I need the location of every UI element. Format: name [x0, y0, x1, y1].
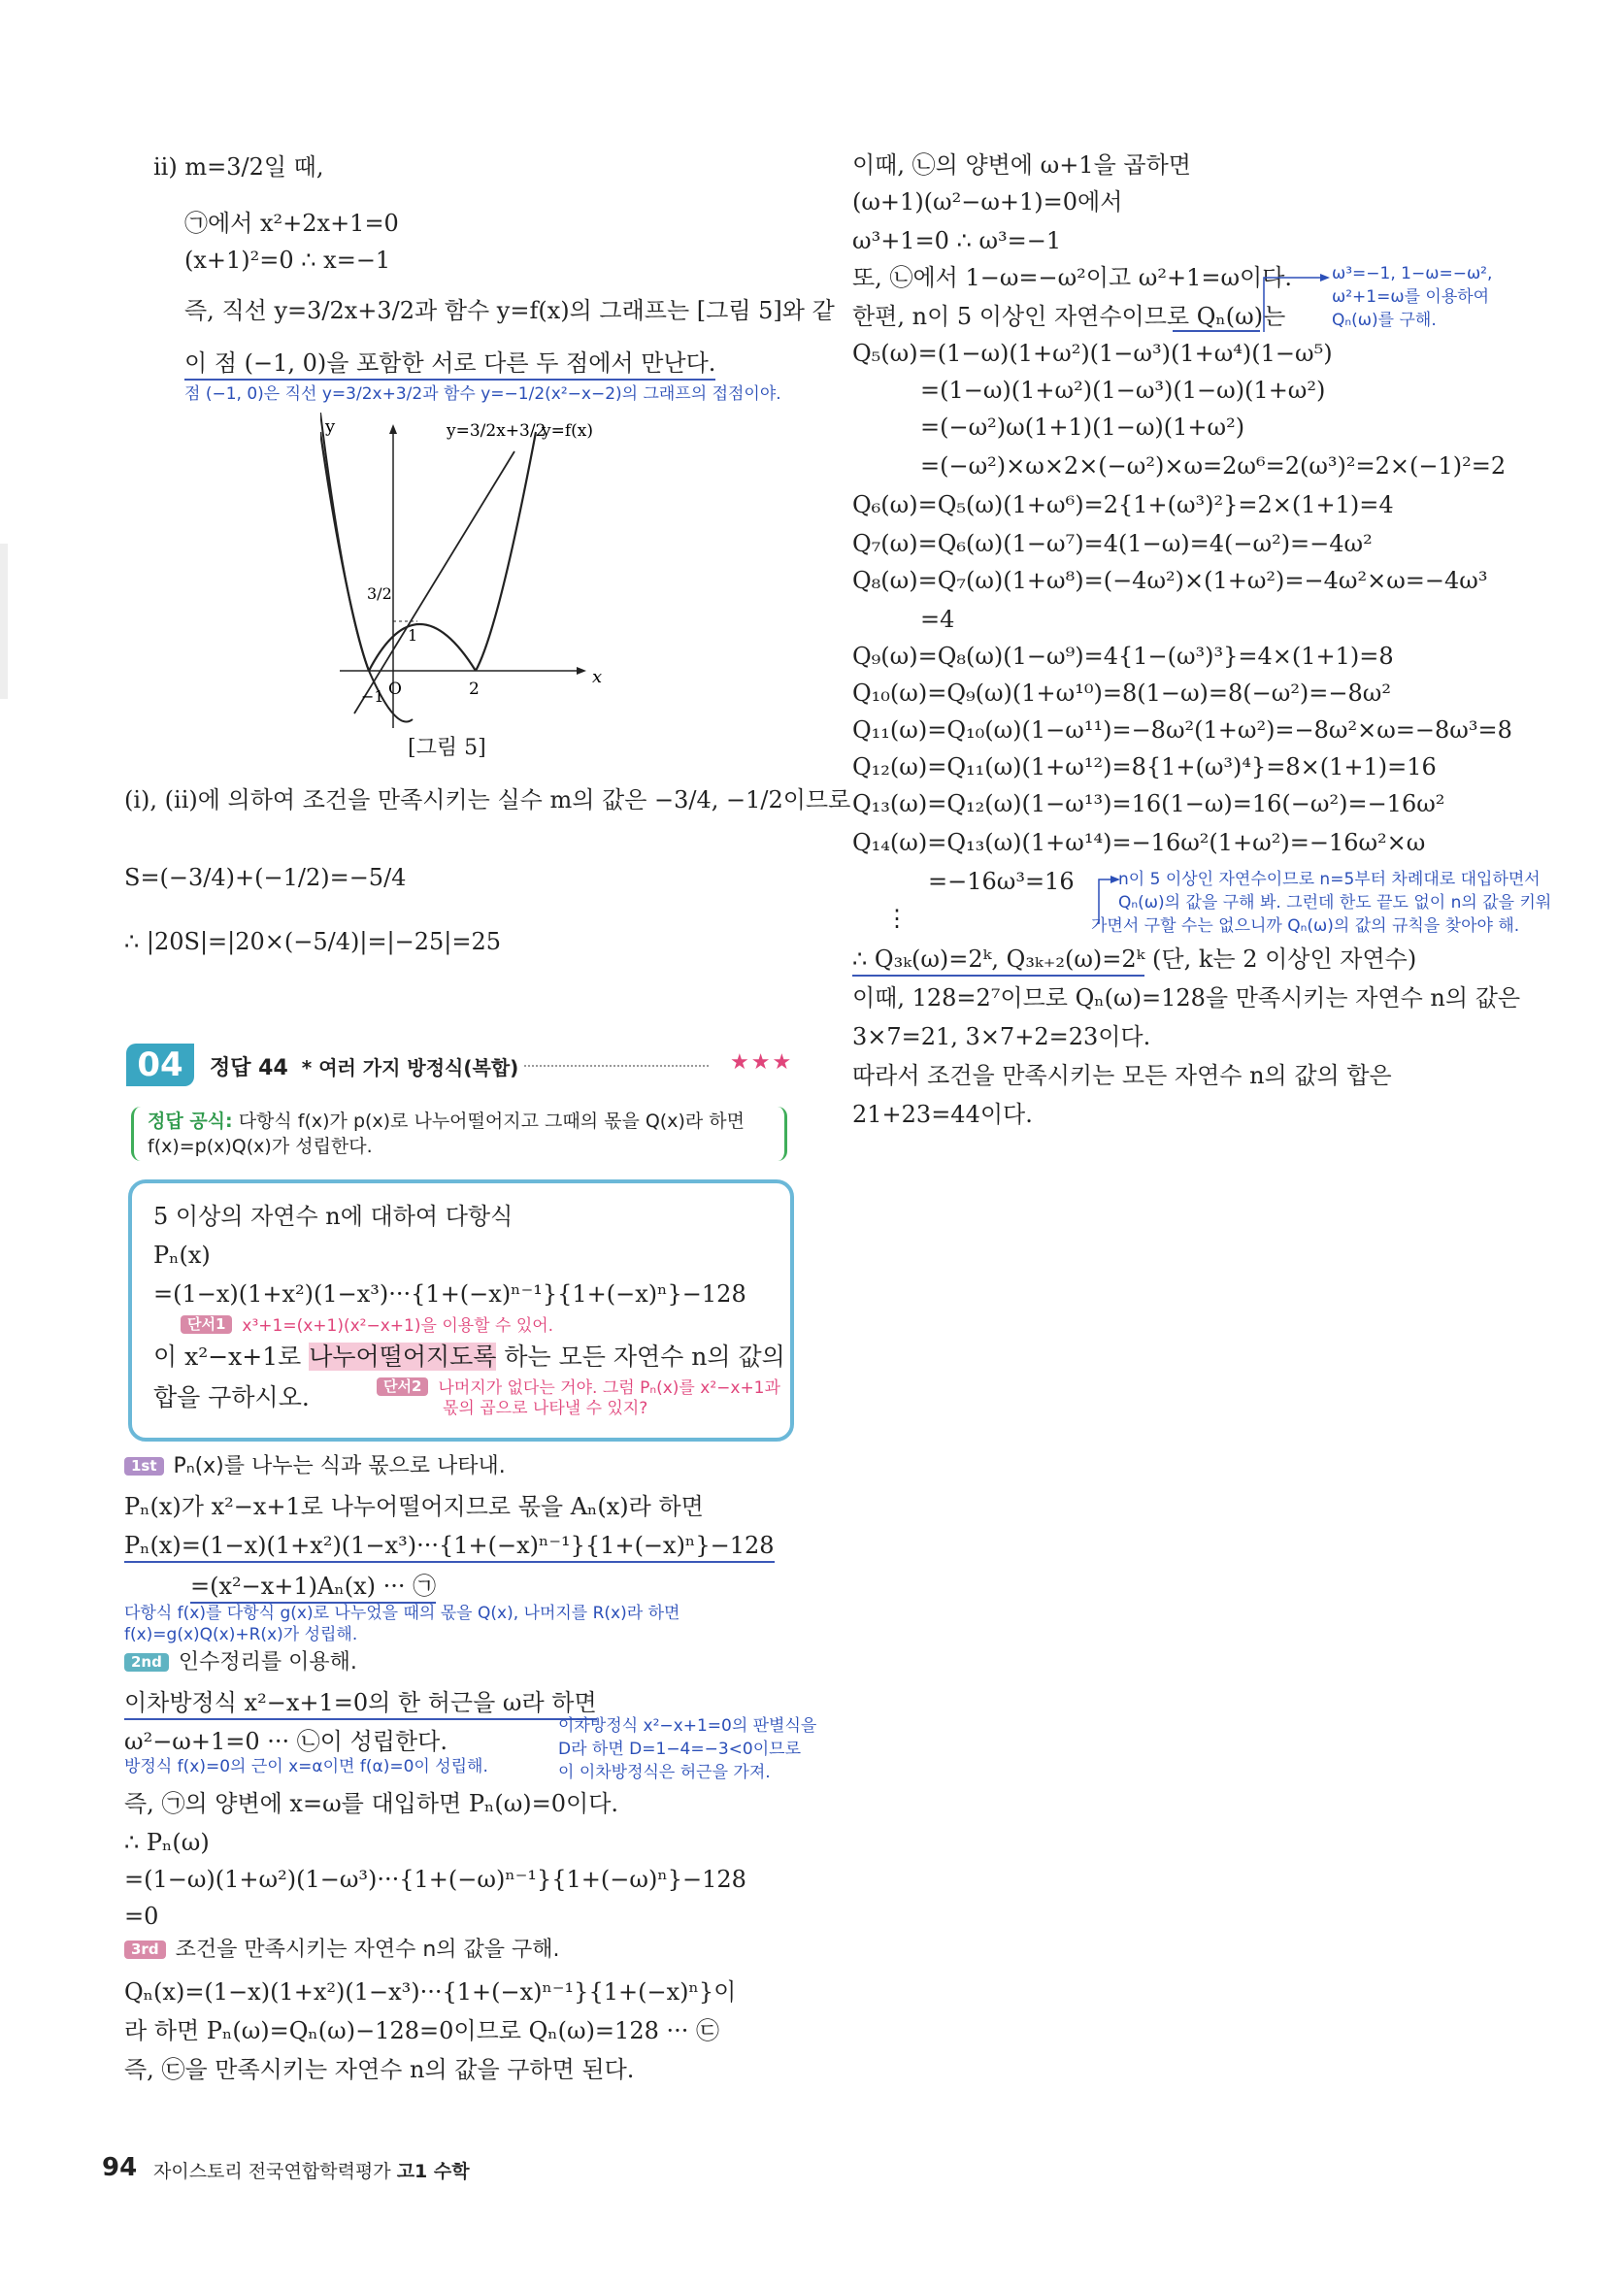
- eq-line: [190, 1575, 436, 1598]
- clue-tag: 단서2: [377, 1377, 428, 1396]
- eq-line: Q₁₀(ω)=Q₉(ω)(1+ω¹⁰)=8(1−ω)=8(−ω²)=−8ω²: [852, 680, 1391, 707]
- problem-line: 합을 구하시오.: [153, 1383, 310, 1411]
- key-line: f(x)=p(x)Q(x)가 성립한다.: [148, 1136, 373, 1157]
- underlined-eq: Pₙ(x)=(1−x)(1+x²)(1−x³)···{1+(−x)ⁿ⁻¹}{1+(−x)ⁿ}−128: [124, 1532, 775, 1563]
- eq-line: Qₙ(x)=(1−x)(1+x²)(1−x³)···{1+(−x)ⁿ⁻¹}{1+(−x)ⁿ}이: [124, 1978, 737, 2006]
- fig-tick-m1: −1: [361, 687, 384, 706]
- vdots: ⋮: [885, 905, 909, 932]
- clue-1: [181, 1315, 553, 1335]
- answer-formula-box: [131, 1107, 787, 1161]
- step-tag: 2nd: [124, 1653, 169, 1672]
- note-discriminant: 이 이차방정식은 허근을 가져.: [558, 1763, 771, 1782]
- step-text: 조건을 만족시키는 자연수 n의 값을 구해.: [175, 1938, 560, 1962]
- fig-x-label: x: [592, 667, 603, 687]
- text-line: 즉, 직선 y=3/2x+3/2과 함수 y=f(x)의 그래프는 [그림 5]와 같: [184, 297, 835, 324]
- text-line: (i), (ii)에 의하여 조건을 만족시키는 실수 m의 값은 −3/4, −1/2이므로: [124, 786, 851, 813]
- eq-line: ∴ |20S|=|20×(−5/4)|=|−25|=25: [124, 928, 502, 955]
- case-ii: ii) m=3/2일 때,: [153, 153, 324, 181]
- figure-5: [320, 413, 641, 733]
- margin-note: ω²+1=ω를 이용하여: [1332, 287, 1490, 307]
- eq-line: (x+1)²=0 ∴ x=−1: [184, 247, 391, 274]
- book-name: 자이스토리 전국연합학력평가: [153, 2161, 397, 2182]
- problem-text: 이 x²−x+1로: [153, 1343, 310, 1371]
- text-line: Pₙ(x)가 x²−x+1로 나누어떨어지므로 몫을 Aₙ(x)라 하면: [124, 1493, 704, 1520]
- eq-line: (ω+1)(ω²−ω+1)=0에서: [852, 188, 1123, 216]
- step-1: [124, 1456, 506, 1477]
- fig-tick-32: 3/2: [367, 584, 392, 603]
- text-line: 21+23=44이다.: [852, 1101, 1033, 1128]
- text-line: 3×7=21, 3×7+2=23이다.: [852, 1023, 1151, 1050]
- eq-text: (단, k는 2 이상인 자연수): [1144, 945, 1417, 973]
- underlined-eq: =(x²−x+1)Aₙ(x) ··· ㉠: [190, 1573, 436, 1604]
- text-line: 한편, n이 5 이상인 자연수이므로 Qₙ(ω)는: [852, 303, 1286, 330]
- fig-tick-2: 2: [469, 680, 480, 699]
- text-line: [124, 1691, 597, 1714]
- fig-line-label: y=3/2x+3/2: [447, 421, 547, 441]
- eq-line: Q₅(ω)=(1−ω)(1+ω²)(1−ω³)(1+ω⁴)(1−ω⁵): [852, 340, 1333, 367]
- answer: 정답 44: [210, 1056, 288, 1080]
- clue-tag: 단서1: [181, 1315, 232, 1334]
- step-tag: 3rd: [124, 1941, 166, 1959]
- question-header: [210, 1051, 518, 1081]
- highlight: 나누어떨어지도록: [309, 1343, 497, 1371]
- problem-box: [128, 1179, 794, 1442]
- topic: * 여러 가지 방정식(복합): [301, 1056, 519, 1079]
- margin-note: ω³=−1, 1−ω=−ω²,: [1332, 264, 1493, 283]
- eq-line: ∴ Pₙ(ω): [124, 1829, 210, 1856]
- step-3: [124, 1940, 560, 1961]
- page-edge-shadow: [0, 544, 8, 699]
- clue-text: x³+1=(x+1)(x²−x+1)을 이용할 수 있어.: [242, 1316, 554, 1336]
- text-line: 이때, 128=2⁷이므로 Qₙ(ω)=128을 만족시키는 자연수 n의 값은: [852, 984, 1521, 1012]
- fig-origin: O: [388, 680, 402, 699]
- note-division: 다항식 f(x)를 다항식 g(x)로 나누었을 때의 몫을 Q(x), 나머지를 R(x)라 하면: [124, 1604, 680, 1623]
- eq-line: Q₈(ω)=Q₇(ω)(1+ω⁸)=(−4ω²)×(1+ω²)=−4ω²×ω=−4ω³: [852, 567, 1488, 594]
- eq-line: =4: [920, 606, 955, 633]
- fig-y-label: y: [325, 416, 336, 437]
- margin-note: n이 5 이상인 자연수이므로 n=5부터 차례대로 대입하면서: [1118, 870, 1541, 889]
- eq-line: 라 하면 Pₙ(ω)=Qₙ(ω)−128=0이므로 Qₙ(ω)=128 ··· ㉢: [124, 2017, 719, 2044]
- text-line: 따라서 조건을 만족시키는 모든 자연수 n의 값의 합은: [852, 1062, 1392, 1089]
- eq-line: Q₇(ω)=Q₆(ω)(1−ω⁷)=4(1−ω)=4(−ω²)=−4ω²: [852, 530, 1373, 557]
- eq-line: S=(−3/4)+(−1/2)=−5/4: [124, 864, 407, 891]
- underlined-text: 이차방정식 x²−x+1=0의 한 허근을 ω라 하면: [124, 1689, 597, 1720]
- clue-2: [377, 1377, 780, 1397]
- problem-line: =(1−x)(1+x²)(1−x³)···{1+(−x)ⁿ⁻¹}{1+(−x)ⁿ}−128: [153, 1280, 746, 1308]
- page-number: 94: [102, 2153, 138, 2182]
- key-text: 다항식 f(x)가 p(x)로 나누어떨어지고 그때의 몫을 Q(x)라 하면: [238, 1111, 745, 1132]
- step-text: Pₙ(x)를 나누는 식과 몫으로 나타내.: [173, 1454, 506, 1478]
- underline-q: [1173, 330, 1260, 332]
- eq-line: ω³+1=0 ∴ ω³=−1: [852, 227, 1062, 254]
- problem-line: [153, 1344, 785, 1369]
- underlined-eq: ∴ Q₃ₖ(ω)=2ᵏ, Q₃ₖ₊₂(ω)=2ᵏ: [852, 945, 1144, 977]
- margin-note: Qₙ(ω)를 구해.: [1332, 311, 1437, 330]
- book-title: [153, 2157, 470, 2183]
- key-line: [148, 1112, 745, 1131]
- clue-text: 나머지가 없다는 거야. 그럼 Pₙ(x)를 x²−x+1과: [438, 1378, 780, 1398]
- book-grade: 고1 수학: [396, 2161, 470, 2182]
- text-line: 이때, ㉡의 양변에 ω+1을 곱하면: [852, 151, 1191, 179]
- step-tag: 1st: [124, 1457, 164, 1476]
- clue-2-cont: 몫의 곱으로 나타낼 수 있지?: [443, 1399, 648, 1418]
- step-text: 인수정리를 이용해.: [178, 1650, 357, 1675]
- margin-note: Qₙ(ω)의 값을 구해 봐. 그런데 한도 끝도 없이 n의 값을 키워: [1118, 893, 1552, 912]
- eq-line: [852, 947, 1416, 971]
- difficulty-stars: ★★★: [730, 1050, 794, 1075]
- text-line: [184, 351, 715, 375]
- arrow-note-1: [1262, 270, 1332, 338]
- note-root: 방정식 f(x)=0의 근이 x=α이면 f(α)=0이 성립해.: [124, 1757, 488, 1776]
- eq-line: ㉠에서 x²+2x+1=0: [184, 210, 399, 237]
- problem-line: 5 이상의 자연수 n에 대하여 다항식: [153, 1203, 514, 1230]
- note-discriminant: 이차방정식 x²−x+1=0의 판별식을: [558, 1716, 817, 1736]
- text-line: 또, ㉡에서 1−ω=−ω²이고 ω²+1=ω이다.: [852, 264, 1293, 291]
- eq-line: =(1−ω)(1+ω²)(1−ω³)(1−ω)(1+ω²): [920, 377, 1326, 404]
- question-number: 04: [126, 1044, 194, 1086]
- step-2: [124, 1652, 357, 1674]
- eq-line: =0: [124, 1903, 159, 1930]
- fig-curve-label: y=f(x): [542, 421, 593, 441]
- problem-text: 하는 모든 자연수 n의 값의: [496, 1343, 785, 1371]
- note-tangent: 점 (−1, 0)은 직선 y=3/2x+3/2과 함수 y=−1/2(x²−x−2)의 그래프의 접점이야.: [184, 384, 781, 404]
- eq-line: ω²−ω+1=0 ··· ㉡이 성립한다.: [124, 1728, 447, 1755]
- note-discriminant: D라 하면 D=1−4=−3<0이므로: [558, 1740, 802, 1759]
- key-title: 정답 공식:: [148, 1111, 233, 1132]
- leader-dots: [524, 1065, 709, 1067]
- eq-line: Q₁₃(ω)=Q₁₂(ω)(1−ω¹³)=16(1−ω)=16(−ω²)=−16ω²: [852, 790, 1445, 817]
- eq-line: Q₁₁(ω)=Q₁₀(ω)(1−ω¹¹)=−8ω²(1+ω²)=−8ω²×ω=−8ω³=8: [852, 716, 1512, 744]
- eq-line: =−16ω³=16: [928, 868, 1075, 895]
- eq-line: Q₁₂(ω)=Q₁₁(ω)(1+ω¹²)=8{1+(ω³)⁴}=8×(1+1)=16: [852, 753, 1437, 780]
- eq-line: Q₁₄(ω)=Q₁₃(ω)(1+ω¹⁴)=−16ω²(1+ω²)=−16ω²×ω: [852, 829, 1426, 856]
- text-line: 즉, ㉢을 만족시키는 자연수 n의 값을 구하면 된다.: [124, 2056, 635, 2083]
- margin-note: 가면서 구할 수는 없으니까 Qₙ(ω)의 값의 규칙을 찾아야 해.: [1091, 916, 1520, 936]
- eq-line: =(1−ω)(1+ω²)(1−ω³)···{1+(−ω)ⁿ⁻¹}{1+(−ω)ⁿ}−128: [124, 1866, 746, 1893]
- fig-tick-1: 1: [408, 626, 418, 645]
- eq-line: Q₉(ω)=Q₈(ω)(1−ω⁹)=4{1−(ω³)³}=4×(1+1)=8: [852, 643, 1394, 670]
- eq-line: Q₆(ω)=Q₅(ω)(1+ω⁶)=2{1+(ω³)²}=2×(1+1)=4: [852, 491, 1394, 518]
- underlined-text: 이 점 (−1, 0)을 포함한 서로 다른 두 점에서 만난다.: [184, 349, 715, 381]
- note-division: f(x)=g(x)Q(x)+R(x)가 성립해.: [124, 1625, 358, 1644]
- text-line: 즉, ㉠의 양변에 x=ω를 대입하면 Pₙ(ω)=0이다.: [124, 1790, 619, 1817]
- eq-line: =(−ω²)×ω×2×(−ω²)×ω=2ω⁶=2(ω³)²=2×(−1)²=2: [920, 452, 1507, 480]
- figure-caption: [그림 5]: [408, 736, 486, 760]
- eq-line: =(−ω²)ω(1+1)(1−ω)(1+ω²): [920, 414, 1245, 441]
- problem-line: Pₙ(x): [153, 1242, 211, 1269]
- eq-line: [124, 1534, 775, 1557]
